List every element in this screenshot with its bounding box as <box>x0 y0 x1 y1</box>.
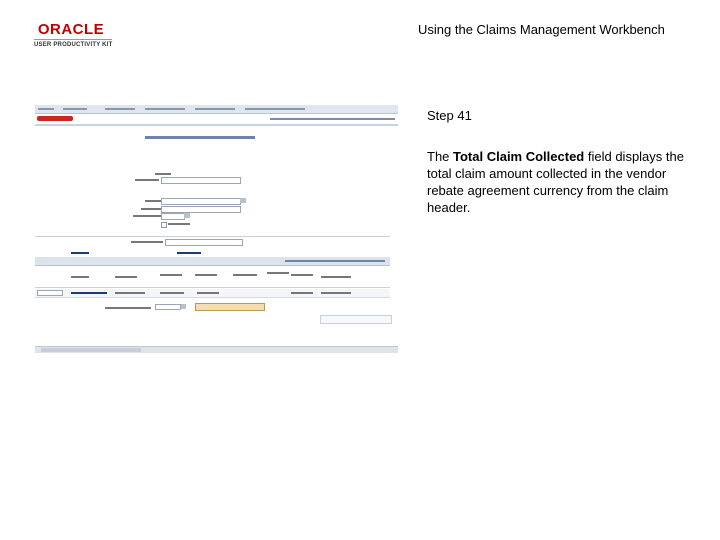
field-label <box>133 215 163 217</box>
column-header <box>291 274 313 276</box>
cell-value <box>160 292 184 294</box>
process-action-link[interactable] <box>177 252 201 254</box>
oracle-upk-logo <box>34 22 124 48</box>
step-description <box>427 148 702 216</box>
page-links <box>145 136 255 139</box>
page-action-buttons[interactable] <box>320 315 392 324</box>
add-action-select[interactable] <box>165 239 243 246</box>
universal-navigation-menu <box>270 118 395 120</box>
lookup-icon[interactable] <box>240 198 246 203</box>
claim-id-link[interactable] <box>71 292 107 294</box>
field-label <box>131 241 163 243</box>
claim-action-select[interactable] <box>161 206 241 213</box>
field-label <box>155 173 171 175</box>
select-all-link[interactable] <box>71 252 89 254</box>
field-label <box>141 208 163 210</box>
cell-value <box>197 292 219 294</box>
grid-navigation-bar <box>35 257 390 266</box>
checkbox[interactable] <box>161 222 167 228</box>
section-divider <box>35 236 390 237</box>
description-input[interactable] <box>161 177 241 184</box>
cell-value <box>291 292 313 294</box>
override-accounting-date-input[interactable] <box>155 304 181 310</box>
column-header <box>195 274 217 276</box>
field-name-highlight: Total Claim Collected <box>453 149 585 164</box>
cell-value <box>115 292 145 294</box>
breadcrumb-item <box>105 108 135 110</box>
logo-divider <box>34 39 112 40</box>
application-screenshot <box>35 105 398 353</box>
column-header <box>321 276 351 278</box>
lookup-icon[interactable] <box>184 213 190 218</box>
column-header <box>233 274 257 276</box>
column-header <box>267 272 289 274</box>
row-select-field[interactable] <box>37 290 63 296</box>
process-button[interactable] <box>195 303 265 311</box>
table-row[interactable] <box>35 289 390 298</box>
column-header <box>71 276 89 278</box>
column-header <box>115 276 137 278</box>
cell-value <box>321 292 351 294</box>
rebate-id-input[interactable] <box>161 198 241 205</box>
breadcrumb-item <box>195 108 235 110</box>
breadcrumb-item <box>145 108 185 110</box>
breadcrumb-bar <box>35 105 398 114</box>
peoplesoft-oracle-logo <box>37 116 73 123</box>
grid-nav-links[interactable] <box>285 260 385 262</box>
breadcrumb-item <box>38 108 54 110</box>
horizontal-scrollbar[interactable] <box>35 346 398 353</box>
user-field-input[interactable] <box>161 213 185 220</box>
column-header <box>160 274 182 276</box>
grid-column-headers <box>35 268 390 288</box>
checkbox-label <box>168 223 190 225</box>
upk-logo-subtitle: USER PRODUCTIVITY KIT <box>34 42 113 48</box>
description-prefix: The <box>427 149 454 164</box>
scrollbar-thumb[interactable] <box>41 348 141 352</box>
document-title: Using the Claims Management Workbench <box>418 22 665 37</box>
field-label <box>105 307 151 309</box>
breadcrumb-item <box>63 108 87 110</box>
calendar-icon[interactable] <box>181 304 186 309</box>
oracle-logo-text: ORACLE <box>37 21 105 38</box>
step-label: Step 41 <box>427 108 472 123</box>
header-band <box>35 124 398 126</box>
field-label <box>135 179 159 181</box>
description-suffix: field displays the total claim amount collected in the vendor rebate agreement currency from the claim header. <box>427 149 684 215</box>
breadcrumb-item <box>245 108 305 110</box>
